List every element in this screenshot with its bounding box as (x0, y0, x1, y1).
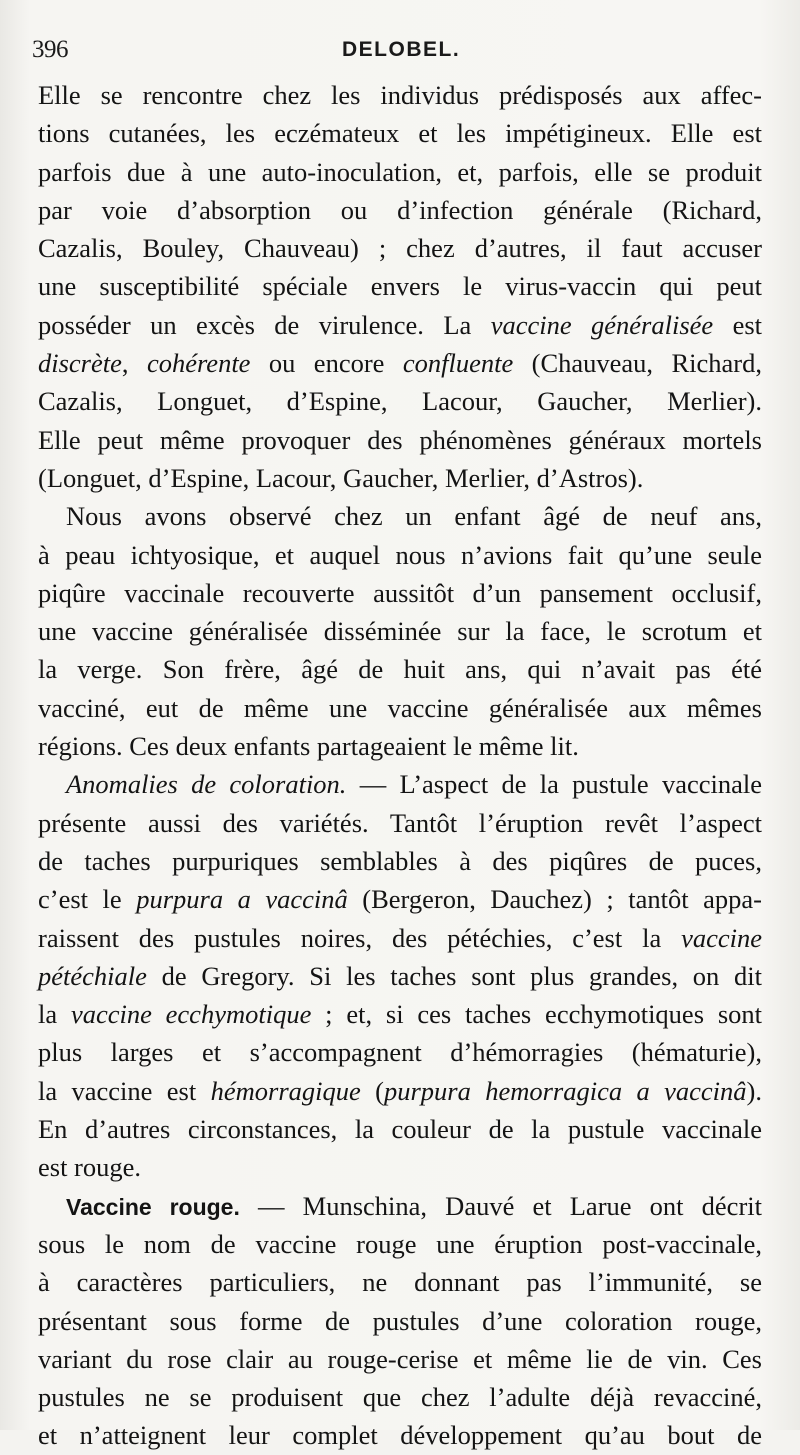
text-line (38, 1302, 762, 1340)
text-segment: ). (746, 1075, 762, 1106)
running-head: DELOBEL. (342, 38, 461, 61)
text-line (38, 727, 762, 765)
text-segment: variant du rose clair au rouge-cerise et même lie de vin. Ces (38, 1343, 762, 1374)
text-line (38, 1148, 762, 1186)
text-segment: — Munschina, Dauvé et Larue ont décrit (239, 1190, 762, 1221)
text-segment: (Longuet, d’Espine, Lacour, Gaucher, Merlier, d’Astros). (38, 462, 644, 493)
text-segment: Cazalis, Longuet, d’Espine, Lacour, Gaucher, Merlier). (38, 386, 762, 417)
text-line (38, 1110, 762, 1148)
text-line (38, 612, 762, 650)
text-line (38, 153, 762, 191)
text-line (38, 1033, 762, 1071)
text-segment: est rouge. (38, 1152, 142, 1183)
text-line (38, 229, 762, 267)
italic-term: vaccine généralisée (490, 309, 714, 340)
text-line (38, 267, 762, 305)
text-line (38, 804, 762, 842)
text-segment: (Chauveau, Richard, (513, 348, 762, 379)
page-header (32, 36, 768, 76)
text-line (38, 1225, 762, 1263)
text-line (38, 497, 762, 535)
text-line (38, 1187, 762, 1225)
text-segment: régions. Ces deux enfants partageaient le même lit. (38, 731, 579, 762)
text-segment: (Bergeron, Dauchez) ; tantôt appa- (347, 884, 762, 915)
body-text (38, 76, 762, 1455)
text-segment: la vaccine est (38, 1075, 211, 1106)
text-line (38, 382, 762, 420)
text-segment: Cazalis, Bouley, Chauveau) ; chez d’autres, il faut accuser (38, 233, 762, 264)
section-heading: Vaccine rouge. (66, 1193, 240, 1220)
italic-term: pétéchiale (38, 960, 147, 991)
text-line (38, 536, 762, 574)
text-segment: Nous avons observé chez un enfant âgé de neuf ans, (66, 501, 762, 532)
text-line (38, 191, 762, 229)
italic-term: hémorragique (210, 1075, 361, 1106)
text-segment: Elle peut même provoquer des phénomènes généraux mortels (38, 424, 762, 455)
text-segment: est (713, 309, 762, 340)
text-line (38, 1416, 762, 1454)
text-segment: posséder un excès de virulence. La (38, 309, 491, 340)
text-segment: piqûre vaccinale recouverte aussitôt d’un pansement occlusif, (38, 577, 762, 608)
text-segment: tions cutanées, les eczémateux et les impétigineux. Elle est (38, 118, 762, 149)
text-segment: présentant sous forme de pustules d’une coloration rouge, (38, 1305, 762, 1336)
text-segment: Elle se rencontre chez les individus prédisposés aux affec- (38, 80, 762, 110)
text-segment: raissent des pustules noires, des pétéchies, c’est la (38, 922, 682, 953)
italic-term: purpura hemorragica a vaccinâ (383, 1075, 747, 1106)
text-segment: ou encore (250, 348, 403, 379)
text-line (38, 421, 762, 459)
page-number: 396 (32, 36, 68, 63)
text-segment: ( (360, 1075, 384, 1106)
text-line (38, 344, 762, 382)
text-segment: la (38, 999, 71, 1030)
text-line (38, 76, 762, 114)
text-segment: plus larges et s’accompagnent d’hémorragies (hématurie), (38, 1037, 762, 1068)
text-segment: vacciné, eut de même une vaccine généralisée aux mêmes (38, 692, 762, 723)
text-line (38, 957, 762, 995)
text-segment: de Gregory. Si les taches sont plus grandes, on dit (146, 960, 762, 991)
text-line (38, 459, 762, 497)
text-segment: c’est le (38, 884, 137, 915)
text-line (38, 995, 762, 1033)
text-segment: à caractères particuliers, ne donnant pas l’immunité, se (38, 1267, 762, 1298)
italic-term: vaccine (681, 922, 762, 953)
text-segment: par voie d’absorption ou d’infection générale (Richard, (38, 194, 762, 225)
text-segment: parfois due à une auto-inoculation, et, parfois, elle se produit (38, 156, 762, 187)
italic-term: discrète (38, 348, 122, 379)
text-segment: une vaccine généralisée disséminée sur la face, le scrotum et (38, 616, 762, 647)
text-segment: ; et, si ces taches ecchymotiques sont (311, 999, 762, 1030)
text-line (38, 650, 762, 688)
italic-term: confluente (402, 348, 514, 379)
text-line (38, 1378, 762, 1416)
text-segment: — L’aspect de la pustule vaccinale (346, 769, 762, 800)
text-segment: , (121, 348, 147, 379)
text-line (38, 689, 762, 727)
text-line (38, 919, 762, 957)
text-segment: et n’atteignent leur complet développement qu’au bout de (38, 1420, 762, 1451)
text-line (38, 1072, 762, 1110)
text-segment: présente aussi des variétés. Tantôt l’éruption revêt l’aspect (38, 807, 762, 838)
text-line (38, 574, 762, 612)
text-line (38, 842, 762, 880)
text-segment: une susceptibilité spéciale envers le virus-vaccin qui peut (38, 271, 762, 302)
italic-term: vaccine ecchymotique (70, 999, 312, 1030)
text-line (38, 880, 762, 918)
text-line (38, 114, 762, 152)
italic-term: purpura a vaccinâ (136, 884, 348, 915)
text-segment: de taches purpuriques semblables à des piqûres de puces, (38, 845, 762, 876)
text-segment: sous le nom de vaccine rouge une éruption post-vaccinale, (38, 1228, 762, 1259)
text-segment: pustules ne se produisent que chez l’adulte déjà revacciné, (38, 1382, 762, 1413)
italic-term: cohérente (146, 348, 251, 379)
text-segment: à peau ichtyosique, et auquel nous n’avions fait qu’une seule (38, 539, 762, 570)
text-line (38, 1263, 762, 1301)
italic-term: Anomalies de coloration. (66, 769, 347, 800)
text-line (38, 1340, 762, 1378)
text-line (38, 765, 762, 803)
text-segment: En d’autres circonstances, la couleur de la pustule vaccinale (38, 1114, 762, 1145)
text-segment: la verge. Son frère, âgé de huit ans, qui n’avait pas été (38, 654, 762, 685)
text-line (38, 306, 762, 344)
